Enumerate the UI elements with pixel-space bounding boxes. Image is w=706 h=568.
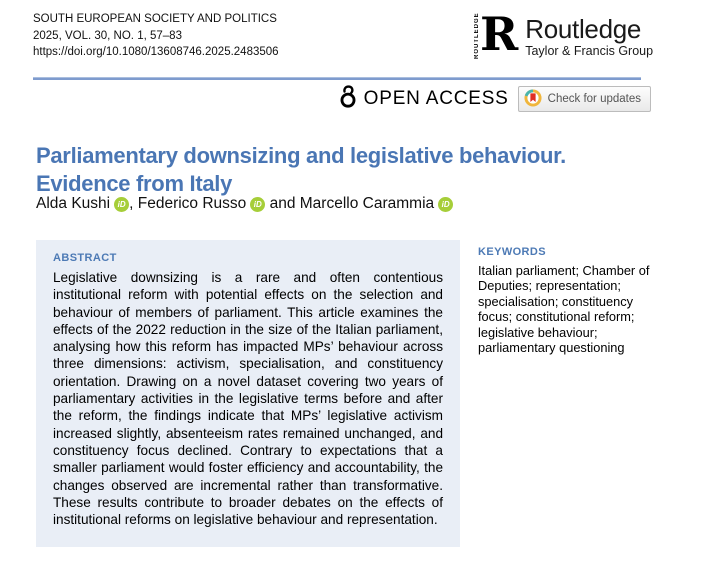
journal-issue-info: 2025, VOL. 30, NO. 1, 57–83 (33, 29, 182, 42)
abstract-text: Legislative downsizing is a rare and often contentious institutional reform with potential effects on the selection and behaviour of members of parliament. This article examines the effects of the 2022 reduction in the size of the Italian parliament, analysing how this reform has impacted MPs’ behaviour across three dimensions: activism, specialisation, and constituency orientation. Drawing on a novel dataset covering two years of parliamentary activities in the legislative terms before and after the reform, the findings indicate that MPs’ legislative activism increased slightly, absenteeism rates remained unchanged, and constituency focus declined. Contrary to expectations that a smaller parliament would foster efficiency and accountability, the changes observed are incremental rather than transformative. These results contribute to broader debates on the effects of institutional reforms on legislative behaviour and representation. (53, 270, 443, 528)
publisher-tagline: Taylor & Francis Group (525, 44, 654, 58)
article-title-line2: Evidence from Italy (36, 171, 233, 197)
doi-link[interactable]: https://doi.org/10.1080/13608746.2025.2483506 (33, 46, 279, 58)
author-separator: and (265, 195, 300, 212)
abstract-heading: ABSTRACT (53, 252, 117, 264)
journal-masthead (33, 11, 279, 61)
keywords-section (478, 246, 670, 355)
crossmark-icon (524, 89, 542, 110)
article-title-line1: Parliamentary downsizing and legislative behaviour. (36, 142, 566, 168)
open-access-lock-icon (337, 84, 359, 114)
author-separator: , (129, 195, 138, 212)
check-for-updates-button[interactable] (518, 86, 651, 112)
open-access-label: OPEN ACCESS (363, 88, 509, 109)
access-bar (0, 85, 651, 113)
publisher-logo (474, 7, 654, 61)
author-name: Marcello Carammia (299, 195, 435, 212)
routledge-r-glyph: R (480, 7, 519, 61)
journal-title: SOUTH EUROPEAN SOCIETY AND POLITICS (33, 13, 277, 25)
orcid-icon[interactable]: iD (114, 197, 129, 212)
orcid-icon[interactable]: iD (438, 197, 453, 212)
routledge-mark (474, 7, 519, 61)
keywords-text: Italian parliament; Chamber of Deputies; representation; specialisation; constituency focus; constitutional reform; legislative behaviour; parliamentary questioning (478, 263, 650, 356)
keywords-heading: KEYWORDS (478, 246, 546, 258)
open-access-badge (337, 84, 509, 114)
author-name: Federico Russo (137, 195, 247, 212)
routledge-vertical-text: ROUTLEDGE (474, 12, 480, 59)
publisher-logo-text (525, 10, 653, 58)
orcid-icon[interactable]: iD (250, 197, 265, 212)
article-title (36, 142, 676, 199)
author-name: Alda Kushi (36, 195, 111, 212)
header-rule (33, 77, 641, 80)
check-for-updates-label: Check for updates (547, 93, 641, 105)
publisher-name: Routledge (525, 14, 642, 44)
author-byline (36, 195, 453, 213)
abstract-box (36, 240, 460, 547)
